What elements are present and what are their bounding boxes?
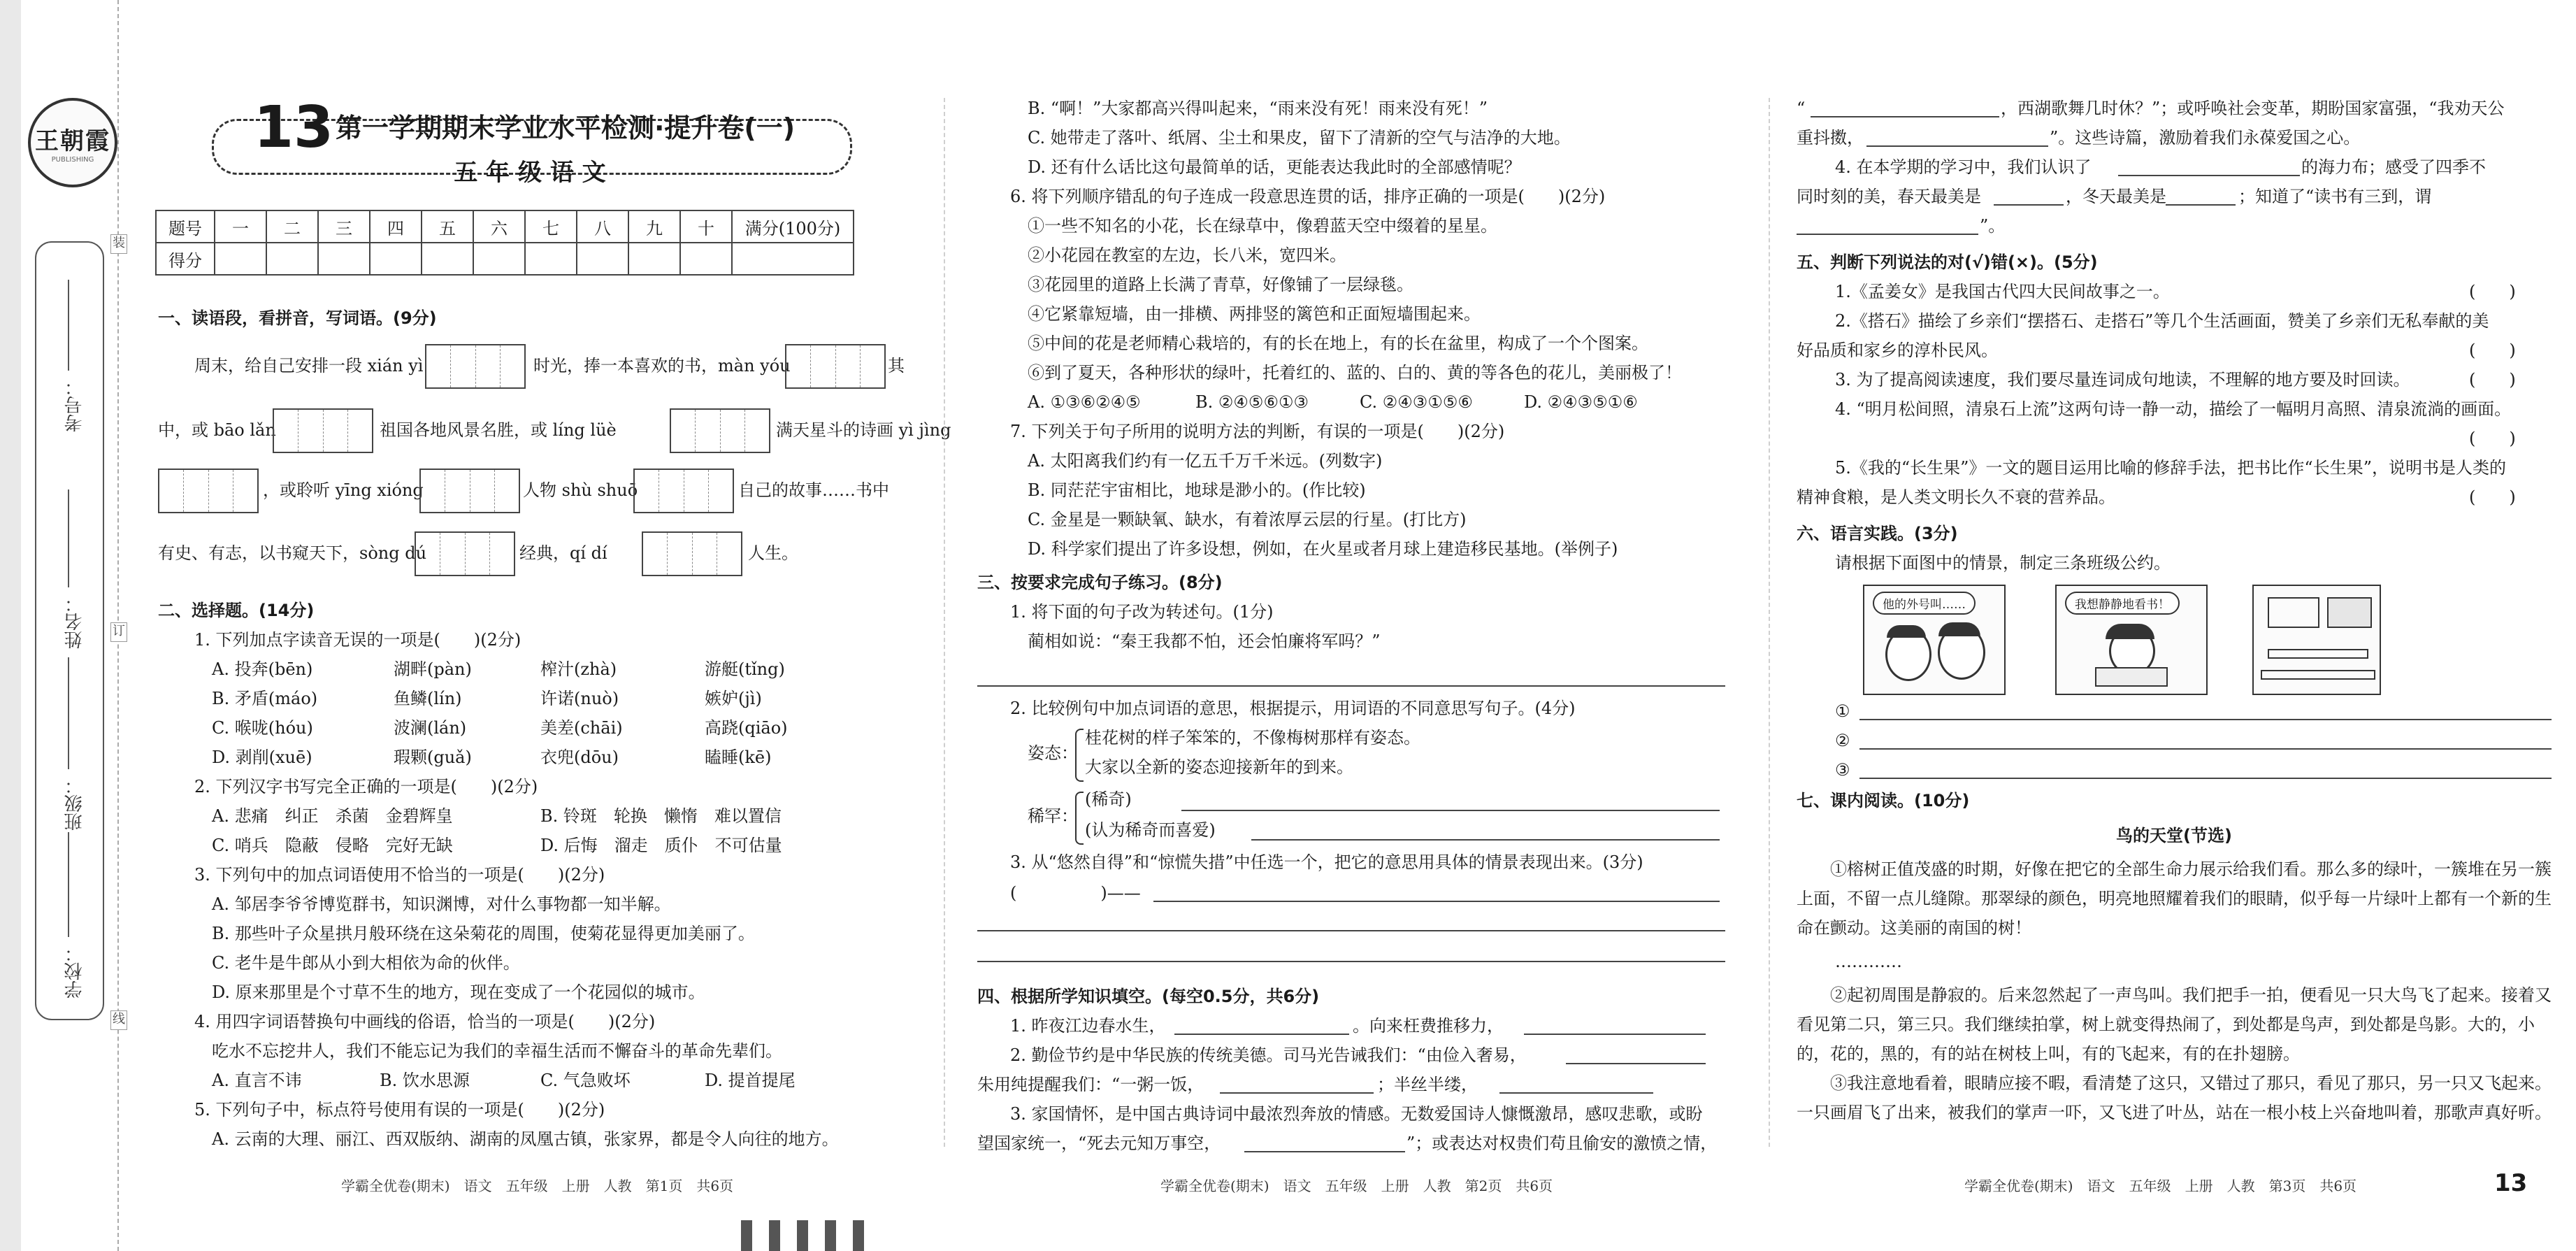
pinyin-box-yingxiong[interactable] [419,469,520,513]
q2-option: A. 悲痛 纠正 杀菌 金碧辉皇 [212,806,453,826]
score-value-row [156,243,854,275]
score-cell[interactable] [680,243,732,275]
brace [1075,729,1084,782]
section-6-title: 六、语言实践。(3分) [1797,524,1958,543]
s1-line4-a: 有史、有志，以书窥天下，sòng dú [158,543,427,563]
s4-q2-b: 朱用纯提醒我们：“一粥一饭， [977,1075,1204,1094]
q1-option: 鱼鳞(lín) [394,689,462,708]
school-label: 学校： [64,944,85,999]
article-paragraph-2: ②起初周围是静寂的。后来忽然起了一声鸟叫。我们把手一拍，便看见一只大鸟飞了起来。接着又看见第二只，第三只。我们继续拍掌，树上就变得热闹了，到处都是鸟声，到处都是鸟影。大的，小的，花的，黑的，有的站在树枝上叫，有的飞起来，有的在扑翅膀。 [1797,985,2552,1064]
page-2 [972,0,1741,1251]
answer-line[interactable] [1994,204,2064,206]
page-2-footer: 学霸全优卷(期末) 语文 五年级 上册 人教 第2页 共6页 [1160,1178,1553,1194]
score-cell[interactable] [370,243,422,275]
q4-sentence: 吃水不忘挖井人，我们不能忘记为我们的幸福生活而不懈奋斗的革命先辈们。 [212,1041,782,1061]
q6-stem: 6. 将下列顺序错乱的句子连成一段意思连贯的话，排序正确的一项是( )(2分) [1010,187,1606,206]
article-paragraph-1: ①榕树正值茂盛的时期，好像在把它的全部生命力展示给我们看。那么多的绿叶，一簇堆在另一簇上面，不留一点儿缝隙。那翠绿的颜色，明亮地照耀着我们的眼睛，似乎每一片绿叶上都有一个新的生命在颤动。这美丽的南国的树！ [1797,859,2552,938]
page-1 [152,0,951,1251]
score-header: 一 [215,210,266,243]
rule-number: ① [1835,701,1850,721]
s4-q4-f: ”。 [1980,216,2006,236]
q2-option: D. 后悔 溜走 质仆 不可估量 [540,836,782,855]
rule-line[interactable] [1859,778,2552,779]
s4-q4-b: 的海力布；感受了四季不 [2301,157,2486,177]
rule-number: ③ [1835,760,1850,780]
score-cell[interactable] [577,243,628,275]
score-header: 题号 [156,210,215,243]
pinyin-box-xianyi[interactable] [425,344,526,389]
answer-line[interactable] [2118,175,2300,176]
column-divider [944,98,945,1147]
q1-option: 湖畔(pàn) [394,659,472,679]
s1-line4-c: 人生。 [748,543,798,563]
binding-edge [0,0,21,1251]
q1-option: C. 喉咙(hóu) [212,718,313,738]
registration-bar [769,1220,780,1251]
speech-bubble: 我想静静地看书！ [2065,592,2180,615]
window-icon [2268,597,2319,628]
s1-line4-b: 经典，qí dí [519,543,607,563]
publisher-logo [28,98,117,187]
q3-option: A. 邹居李爷爷博览群书，知识渊博，对什么事物都一知半解。 [212,894,671,914]
answer-line[interactable] [977,685,1725,687]
article-title: 鸟的天堂(节选) [2116,826,2232,845]
q6-option: B. ②④⑤⑥①③ [1195,392,1309,412]
s3-q1-sentence: 蔺相如说：“秦王我都不怕，还会怕廉将军吗？” [1028,631,1381,651]
q6-item: ⑤中间的花是老师精心栽培的，有的长在地上，有的长在盆里，构成了一个个图案。 [1028,334,1648,353]
s4-q4-a: 4. 在本学期的学习中，我们认识了 [1835,157,2092,177]
column-divider [1769,98,1770,1147]
s3-q2: 2. 比较例句中加点词语的意思，根据提示，用词语的不同意思写句子。(4分) [1010,699,1576,718]
judge-item: 5.《我的“长生果”》一文的题目运用比喻的修辞手法，把书比作“长生果”，说明书是人类的 [1835,458,2506,478]
q5-option: D. 还有什么话比这句最简单的话，更能表达我此时的全部感情呢？ [1028,157,1521,177]
score-header-row [156,210,854,243]
hair-icon [1938,622,1980,636]
q2-stem: 2. 下列汉字书写完全正确的一项是( )(2分) [194,777,538,796]
score-header: 六 [473,210,525,243]
score-header: 四 [370,210,422,243]
answer-line[interactable] [1181,810,1720,811]
score-cell[interactable] [422,243,473,275]
zitai-label: 姿态： [1028,743,1078,763]
q1-option: 瑕颗(guǎ) [394,748,472,767]
s3-q3: 3. 从“悠然自得”和“惊慌失措”中任选一个，把它的意思用具体的情景表现出来。(3分) [1010,852,1643,872]
binding-strip [0,0,119,1251]
s4-q1-a: 1. 昨夜江边春水生， [1010,1016,1166,1036]
page-3-footer: 学霸全优卷(期末) 语文 五年级 上册 人教 第3页 共6页 [1964,1178,2357,1194]
score-table [155,210,854,276]
judge-item: 4. “明月松间照，清泉石上流”这两句诗一静一动，描绘了一幅明月高照、清泉流淌的画面。 [1835,399,2512,419]
score-cell[interactable] [266,243,318,275]
q4-stem: 4. 用四字词语替换句中画线的俗语，恰当的一项是( )(2分) [194,1012,656,1031]
s1-line3-b: 人物 shù shuō [523,480,638,500]
s1-line1-b: 时光，捧一本喜欢的书，màn yóu [533,356,791,376]
q5-stem: 5. 下列句子中，标点符号使用有误的一项是( )(2分) [194,1100,605,1120]
exam-number-label: 考号： [64,378,85,432]
page-1-footer: 学霸全优卷(期末) 语文 五年级 上册 人教 第1页 共6页 [341,1178,734,1194]
score-header: 十 [680,210,732,243]
scene-picture-3 [2252,585,2381,695]
q4-option: B. 饮水思源 [380,1071,470,1090]
hair-icon [2106,624,2154,639]
q1-option: 瞌睡(kē) [705,748,772,767]
answer-line[interactable] [1866,145,2048,147]
rule-number: ② [1835,731,1850,750]
rule-line[interactable] [1859,719,2552,720]
section-4-title: 四、根据所学知识填空。(每空0.5分，共6分) [977,987,1320,1006]
s4-q3-cont: ”。这些诗篇，激励着我们永葆爱国之心。 [2050,128,2361,148]
q6-item: ③花园里的道路上长满了青草，好像铺了一层绿毯。 [1028,275,1413,294]
q7-item: A. 太阳离我们约有一亿五千万千米远。(列数字) [1028,451,1383,471]
judge-paren[interactable]: ( ) [2469,487,2516,507]
pinyin-box-qidi[interactable] [642,531,742,576]
s4-q2-c: ；半丝半缕， [1377,1075,1478,1094]
pinyin-box-manyou[interactable] [785,344,886,389]
s1-line3-a: ，或聆听 yīng xióng [263,480,424,500]
s4-q2-a: 2. 勤俭节约是中华民族的传统美德。司马光告诫我们：“由俭入奢易， [1010,1045,1527,1065]
judge-item: 精神食粮，是人类文明长久不衰的营养品。 [1797,487,2115,507]
zitai-example-2: 大家以全新的姿态迎接新年的到来。 [1085,757,1353,777]
q6-option: C. ②④③①⑤⑥ [1360,392,1473,412]
score-header: 五 [422,210,473,243]
s1-line3-c: 自己的故事……书中 [738,480,889,500]
q1-option: 衣兜(dōu) [540,748,619,767]
registration-bar [741,1220,752,1251]
answer-line[interactable] [1524,1034,1706,1035]
score-header: 满分(100分) [732,210,854,243]
s4-q4-d: ，冬天最美是 [2066,187,2166,206]
s4-q3-cont: ，西湖歌舞几时休？”；或呼唤社会变革，期盼国家富强，“我劝天公 [2001,99,2505,118]
answer-line[interactable] [1797,234,1978,235]
bind-mark-1: 装 [110,234,127,254]
answer-line[interactable] [1499,1092,1653,1094]
answer-line[interactable] [977,930,1725,931]
q1-option: 波澜(lán) [394,718,467,738]
s4-q3-a: 3. 家国情怀，是中国古典诗词中最浓烈奔放的情感。无数爱国诗人慷慨激昂，感叹悲歌，或盼 [1010,1104,1703,1124]
score-cell[interactable] [525,243,577,275]
s3-q1: 1. 将下面的句子改为转述句。(1分) [1010,602,1274,622]
s3-q3-choice: ( )—— [1010,883,1141,903]
speech-bubble: 他的外号叫…… [1873,592,1976,615]
q1-option: 许诺(nuò) [540,689,619,708]
logo-subtext: PUBLISHING [51,156,94,164]
book-icon [2095,667,2168,687]
score-header: 二 [266,210,318,243]
q7-item: C. 金星是一颗缺氧、缺水，有着浓厚云层的行星。(打比方) [1028,510,1467,529]
name-line[interactable] [68,489,69,587]
s4-q4-c: 同时刻的美，春天最美是 [1797,187,1981,206]
q1-option: 高跷(qiāo) [705,718,788,738]
section-3-title: 三、按要求完成句子练习。(8分) [977,573,1223,592]
pinyin-box-songdu[interactable] [415,531,515,576]
score-header: 三 [318,210,370,243]
name-label: 姓名： [64,594,85,649]
bind-mark-3: 线 [110,1010,127,1030]
q4-option: D. 提首提尾 [705,1071,796,1090]
q7-item: B. 同茫茫宇宙相比，地球是渺小的。(作比较) [1028,480,1366,500]
judge-item: 1.《孟姜女》是我国古代四大民间故事之一。 [1835,282,2170,301]
pinyin-box-linglue[interactable] [670,408,770,453]
s1-line2-a: 中，或 bāo lǎn [158,420,276,440]
q1-option: 游艇(tǐng) [705,659,785,679]
q2-option: B. 铃斑 轮换 懒惰 难以置信 [540,806,782,826]
q3-option: D. 原来那里是个寸草不生的地方，现在变成了一个花园似的城市。 [212,982,705,1002]
s1-line1-a: 周末，给自己安排一段 xián yì [194,356,424,376]
pinyin-box-shushuo[interactable] [633,469,734,513]
pinyin-box-yijing[interactable] [158,469,259,513]
class-label: 班级： [64,776,85,831]
page-3 [1797,0,2559,1251]
score-cell[interactable] [628,243,680,275]
q1-option: 榨汁(zhà) [540,659,617,679]
s4-q3-cont: “ [1797,99,1806,118]
rule-line[interactable] [1859,748,2552,750]
q4-option: C. 气急败坏 [540,1071,631,1090]
section-1-title: 一、读语段，看拼音，写词语。(9分) [158,308,437,328]
school-line[interactable] [68,832,69,937]
logo-text: 王朝霞 [35,127,110,155]
bind-mark-2: 订 [110,622,127,642]
answer-line[interactable] [1811,116,1999,117]
score-cell[interactable] [732,243,854,275]
xihan-hint-2: (认为稀奇而喜爱) [1085,820,1216,840]
s4-q3-b: 望国家统一，“死去元知万事空， [977,1134,1221,1153]
exam-number-line[interactable] [68,280,69,371]
q2-option: C. 哨兵 隐蔽 侵略 完好无缺 [212,836,453,855]
zitai-example-1: 桂花树的样子笨笨的，不像梅树那样有姿态。 [1085,728,1420,748]
judge-paren[interactable]: ( ) [2469,429,2516,448]
article-paragraph-3: ③我注意地看着，眼睛应接不暇，看清楚了这只，又错过了那只，看见了那只，另一只又飞起来。一只画眉飞了出来，被我们的掌声一吓，又飞进了叶丛，站在一根小枝上兴奋地叫着，那歌声真好听。 [1797,1073,2552,1122]
answer-line[interactable] [1566,1063,1706,1064]
q5-option: B. “啊！”大家都高兴得叫起来，“雨来没有死！雨来没有死！” [1028,99,1488,118]
brace [1075,792,1084,845]
judge-item: 3. 为了提高阅读速度，我们要尽量连词成句地读，不理解的地方要及时回读。 [1835,370,2410,389]
q3-option: B. 那些叶子众星拱月般环绕在这朵菊花的周围，使菊花显得更加美丽了。 [212,924,755,943]
answer-line[interactable] [1251,839,1720,841]
q3-option: C. 老牛是牛郎从小到大相依为命的伙伴。 [212,953,520,973]
test-title: 第一学期期末学业水平检测·提升卷(一) [336,113,796,143]
registration-bar [825,1220,836,1251]
xihan-hint-1: (稀奇) [1085,789,1132,809]
s4-q4-e: ；知道了“读书有三到，谓 [2238,187,2432,206]
score-header: 七 [525,210,577,243]
s4-q3-cont: 重抖擞， [1797,128,1864,148]
score-row-label: 得分 [156,243,215,275]
score-cell[interactable] [318,243,370,275]
q5-option: C. 她带走了落叶、纸屑、尘土和果皮，留下了清新的空气与洁净的大地。 [1028,128,1571,148]
section-2-title: 二、选择题。(14分) [158,601,315,620]
test-number: 13 [254,94,334,161]
registration-bar [853,1220,864,1251]
judge-paren[interactable]: ( ) [2469,370,2516,389]
section-5-title: 五、判断下列说法的对(√)错(×)。(5分) [1797,252,2098,272]
q1-option: 美差(chāi) [540,718,623,738]
desk-icon [2268,649,2368,659]
q7-stem: 7. 下列关于句子所用的说明方法的判断，有误的一项是( )(2分) [1010,422,1505,441]
xihan-label: 稀罕： [1028,806,1078,826]
answer-line[interactable] [2166,204,2236,206]
score-header: 九 [628,210,680,243]
s1-line2-c: 满天星斗的诗画 yì jìng [776,420,951,440]
q7-item: D. 科学家们提出了许多设想，例如，在火星或者月球上建造移民基地。(举例子) [1028,539,1618,559]
s6-question: 请根据下面图中的情景，制定三条班级公约。 [1835,553,2171,573]
hair-icon [1887,625,1926,638]
q6-option: A. ①③⑥②④⑤ [1028,392,1141,412]
q1-option: 嫉妒(jì) [705,689,762,708]
ellipsis: ………… [1835,952,1902,971]
q4-option: A. 直言不讳 [212,1071,302,1090]
section-7-title: 七、课内阅读。(10分) [1797,791,1970,810]
judge-item: 2.《搭石》描绘了乡亲们“摆搭石、走搭石”等几个生活画面，赞美了乡亲们无私奉献的美 [1835,311,2489,331]
q3-stem: 3. 下列句中的加点词语使用不恰当的一项是( )(2分) [194,865,605,885]
q6-option: D. ②④③⑤①⑥ [1524,392,1638,412]
q6-item: ②小花园在教室的左边，长八米，宽四米。 [1028,245,1346,265]
judge-item: 好品质和家乡的淳朴民风。 [1797,341,1998,360]
judge-paren[interactable]: ( ) [2469,282,2516,301]
answer-line[interactable] [1244,1151,1405,1152]
q1-stem: 1. 下列加点字读音无误的一项是( )(2分) [194,630,521,650]
blackboard-icon [2327,597,2372,628]
scene-picture-1 [1863,585,2006,695]
registration-bar [797,1220,808,1251]
score-header: 八 [577,210,628,243]
answer-line[interactable] [1174,1034,1349,1035]
q5-option: A. 云南的大理、丽江、西双版纳、湖南的凤凰古镇，张家界，都是令人向往的地方。 [212,1129,839,1149]
s1-line1-c: 其 [888,356,905,376]
class-line[interactable] [68,657,69,769]
q6-item: ①一些不知名的小花，长在绿草中，像碧蓝天空中缀着的星星。 [1028,216,1497,236]
q6-item: ⑥到了夏天，各种形状的绿叶，托着红的、蓝的、白的、黄的等各色的花儿，美丽极了！ [1028,363,1682,383]
s4-q1-b: 。向来枉费推移力， [1353,1016,1504,1036]
s4-q3-c: ”；或表达对权贵们苟且偷安的激愤之情， [1406,1134,1718,1153]
scene-picture-2 [2055,585,2208,695]
page-number: 13 [2494,1169,2528,1197]
pinyin-box-baolan[interactable] [273,408,373,453]
s1-line2-b: 祖国各地风景名胜，或 líng lüè [380,420,617,440]
q1-option: D. 剥削(xuē) [212,748,312,767]
answer-line[interactable] [977,961,1725,962]
score-cell[interactable] [473,243,525,275]
q1-option: A. 投奔(bēn) [212,659,313,679]
answer-line[interactable] [1153,901,1720,902]
subject-title: 五 年 级 语 文 [454,159,606,187]
score-cell[interactable] [215,243,266,275]
q6-item: ④它紧靠短墙，由一排横、两排竖的篱笆和正面短墙围起来。 [1028,304,1481,324]
answer-line[interactable] [1220,1092,1374,1094]
desk-icon [2261,670,2375,680]
q1-option: B. 矛盾(máo) [212,689,318,708]
judge-paren[interactable]: ( ) [2469,341,2516,360]
